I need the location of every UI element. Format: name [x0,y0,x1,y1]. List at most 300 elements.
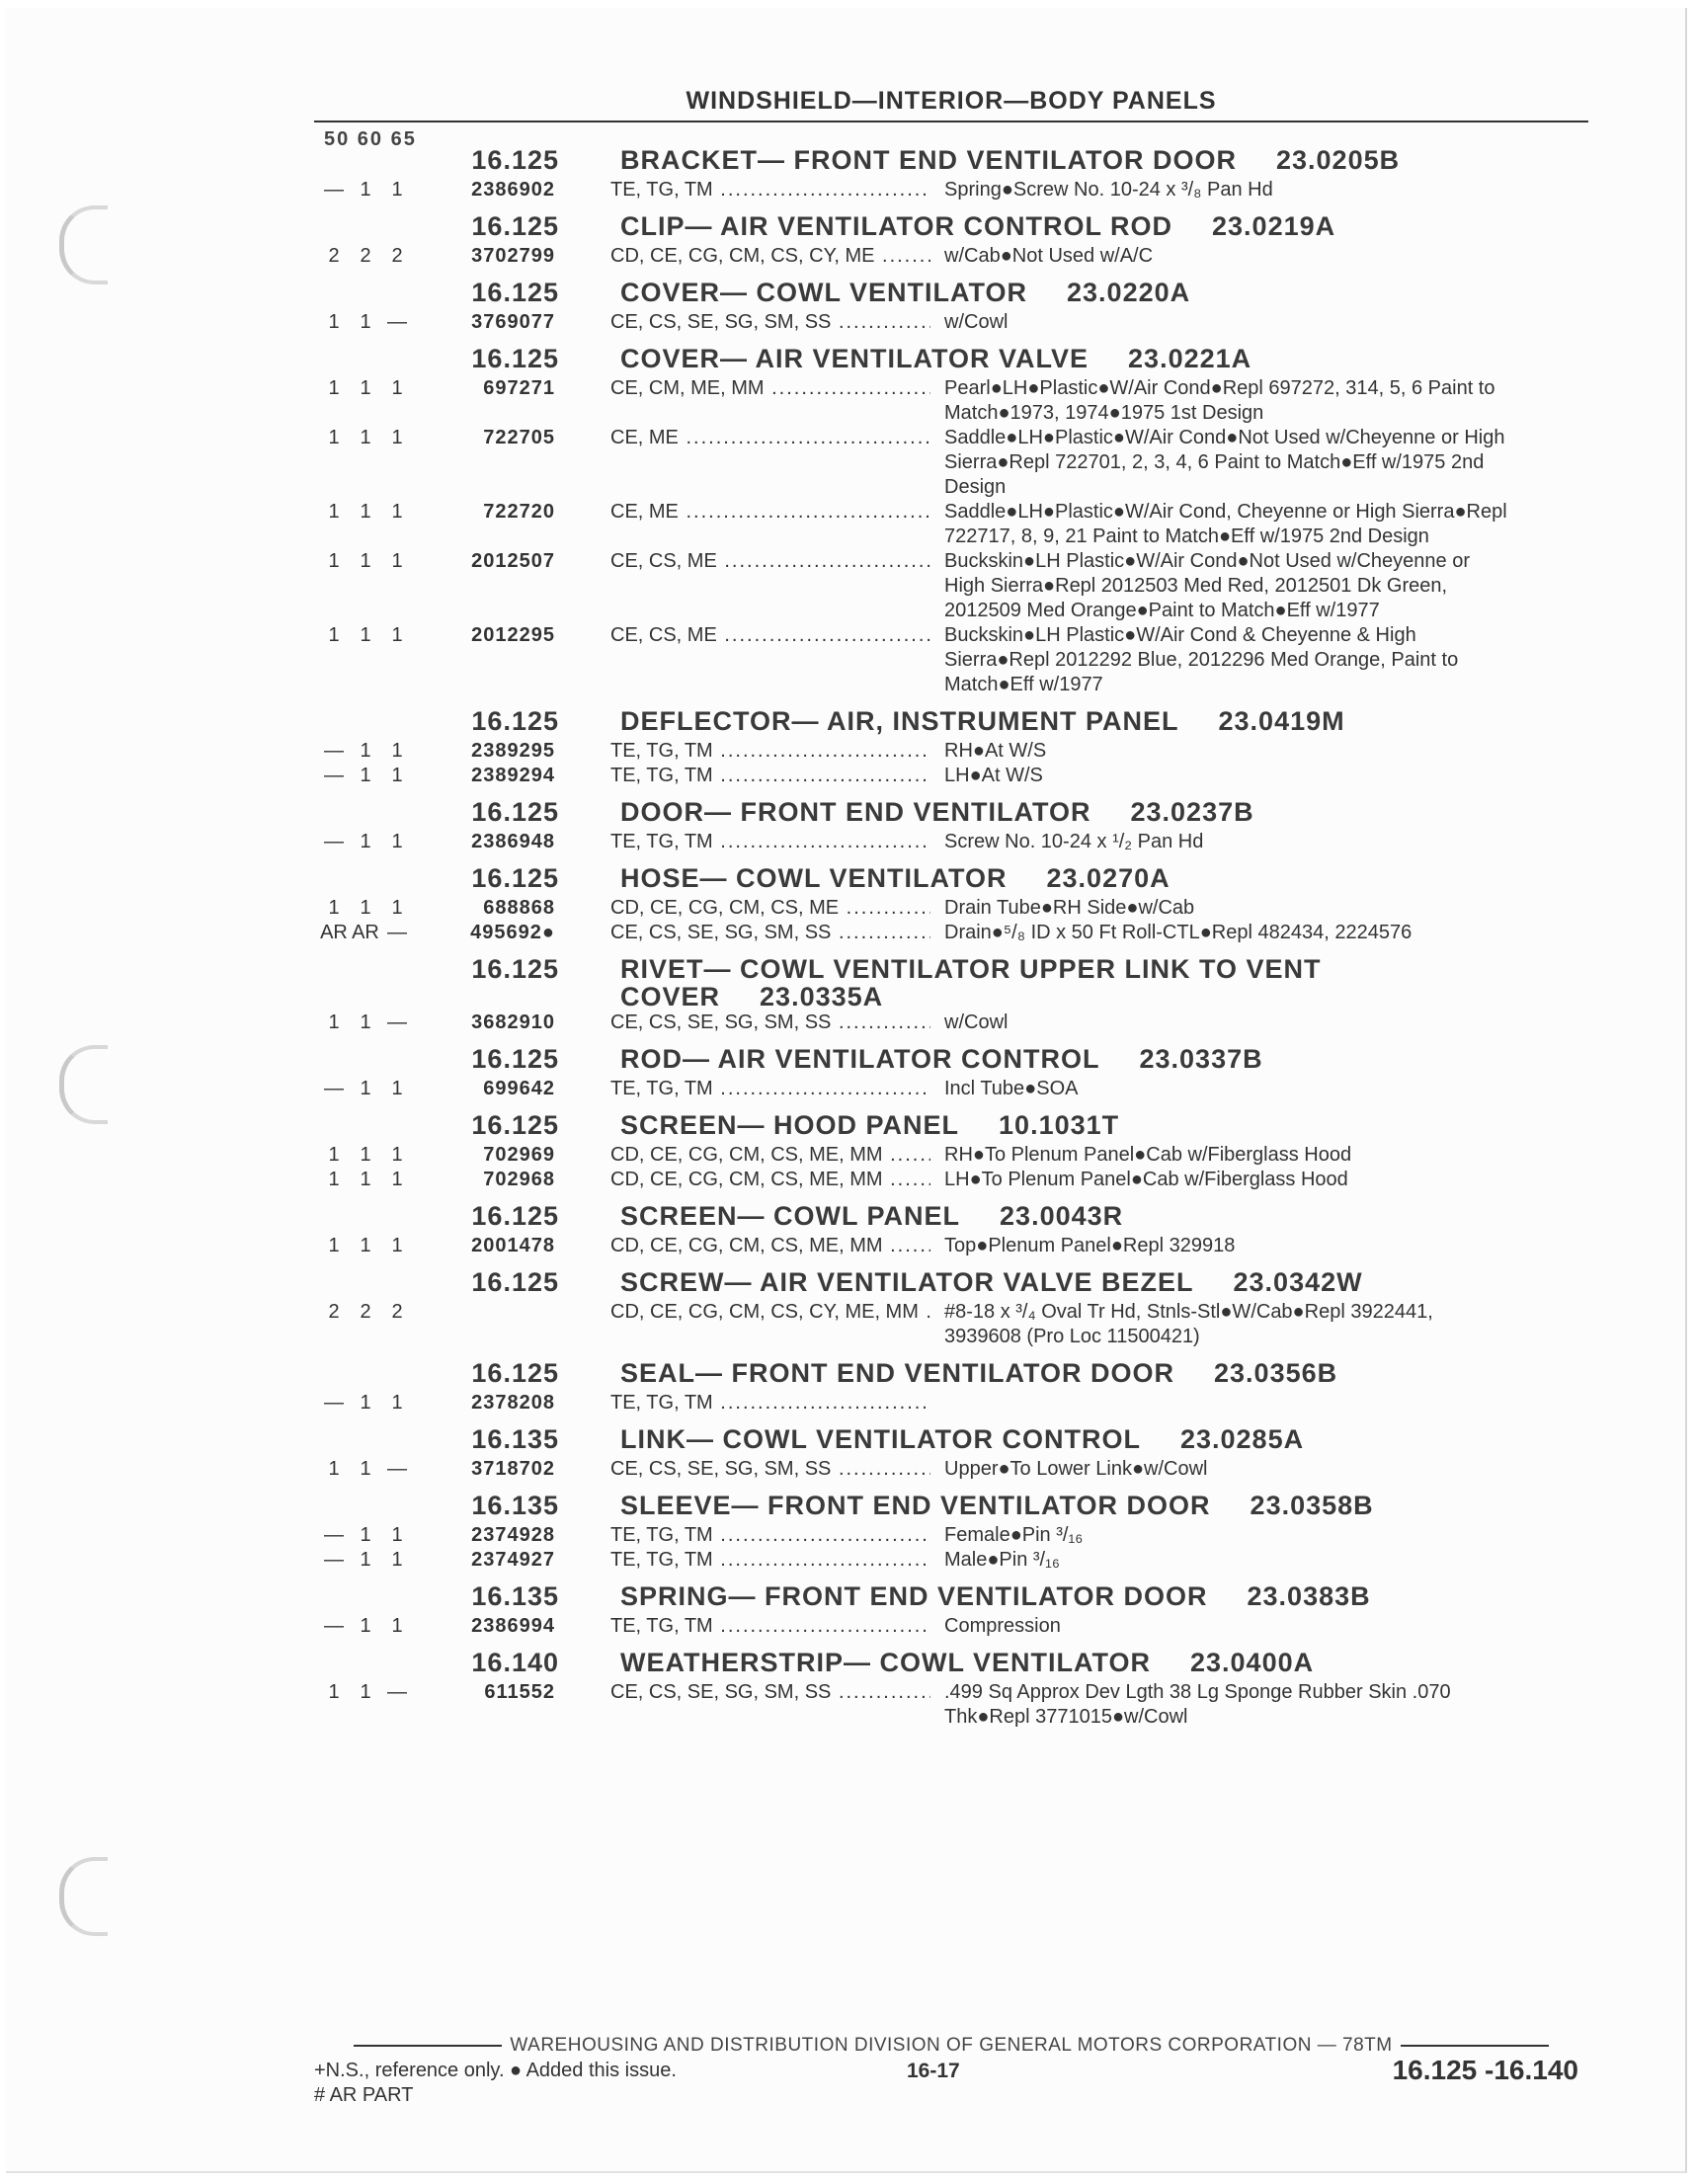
part-row [314,376,1588,426]
part-number: 2012295 [471,624,555,646]
quantity-cell: 1 [360,1549,371,1571]
quantities [314,1011,423,1035]
model-codes: CE, CM, ME, MM ..... [555,376,930,426]
model-codes: TE, TG, TM ..... [555,178,930,202]
quantities [314,426,423,500]
quantity-cell: 1 [391,831,403,852]
group-code: 23.0205B [1276,145,1401,175]
quantities [314,896,423,921]
quantity-cell: 1 [328,1011,340,1033]
part-group [314,1202,1588,1258]
section-number: 16.135 [471,1424,559,1454]
quantity-cell: — [324,1392,344,1414]
quantity-cell: 1 [328,550,340,572]
group-code: 23.0342W [1233,1267,1363,1297]
quantity-cell: — [387,1458,407,1480]
quantities [314,830,423,854]
quantity-cell: 1 [360,1458,371,1480]
group-title [620,345,1588,372]
group-name: RIVET— COWL VENTILATOR UPPER LINK TO VENT COVER [620,954,1322,1011]
group-name: SEAL— FRONT END VENTILATOR DOOR [620,1358,1175,1388]
part-description: Saddle●LH●Plastic●W/Air Cond●Not Used w/Cheyenne or High Sierra●Repl 722701, 2, 3, 4, 6 Paint to Match●Eff w/1975 2nd Design [944,427,1505,498]
quantities [314,1457,423,1482]
group-heading [314,279,1588,310]
group-name: SCREEN— COWL PANEL [620,1201,961,1231]
section-number: 16.125 [471,145,559,175]
group-name: SLEEVE— FRONT END VENTILATOR DOOR [620,1491,1211,1520]
quantity-cell: 1 [360,550,371,572]
group-title [620,1582,1588,1610]
model-codes: TE, TG, TM ..... [555,739,930,764]
quantity-cell: 2 [391,1301,403,1323]
group-code: 23.0220A [1067,278,1191,307]
section-number: 16.125 [471,1358,559,1388]
quantities [314,1234,423,1258]
quantity-cell: 2 [391,245,403,267]
section-number: 16.135 [471,1581,559,1611]
group-heading [314,212,1588,244]
part-group [314,864,1588,945]
group-code: 23.0419M [1218,706,1345,736]
quantity-cell: 1 [360,831,371,852]
quantities [314,1300,423,1349]
part-number: 702968 [483,1169,555,1190]
footer-rule [354,2045,502,2047]
group-code: 23.0221A [1128,344,1252,373]
quantities [314,921,423,945]
part-description: w/Cab●Not Used w/A/C [944,245,1154,267]
part-number: 2386902 [471,179,555,201]
part-description: RH●To Plenum Panel●Cab w/Fiberglass Hood [944,1144,1352,1166]
part-description: Top●Plenum Panel●Repl 329918 [944,1235,1236,1256]
quantities [314,1077,423,1101]
group-code: 23.0337B [1139,1044,1263,1074]
part-row [314,1523,1588,1548]
quantity-cell: 1 [391,1549,403,1571]
part-row [314,1457,1588,1482]
quantity-cell: 1 [328,1144,340,1166]
quantity-cell: 1 [391,1169,403,1190]
part-number: 702969 [483,1144,555,1166]
quantities [314,1523,423,1548]
model-codes: TE, TG, TM ..... [555,1614,930,1639]
model-codes: CD, CE, CG, CM, CS, ME ..... [555,896,930,921]
group-name: ROD— AIR VENTILATOR CONTROL [620,1044,1100,1074]
quantities [314,244,423,269]
section-number: 16.135 [471,1491,559,1520]
part-row [314,764,1588,788]
part-row [314,830,1588,854]
group-heading [314,955,1588,1011]
page-number: 16-17 [907,2060,960,2082]
part-group [314,1268,1588,1349]
quantity-cell: 1 [360,897,371,919]
quantity-cell: — [324,1078,344,1099]
part-group [314,1582,1588,1639]
part-description [930,1391,1513,1416]
quantity-cell: 1 [391,624,403,646]
model-codes: TE, TG, TM ..... [555,1391,930,1416]
part-row [314,1168,1588,1192]
part-row [314,1234,1588,1258]
quantities [314,1548,423,1573]
quantity-cell: 1 [360,1681,371,1703]
model-codes: TE, TG, TM ..... [555,1548,930,1573]
group-name: WEATHERSTRIP— COWL VENTILATOR [620,1648,1151,1677]
quantity-cell: — [324,1524,344,1546]
group-title [620,212,1588,240]
group-code: 23.0356B [1214,1358,1338,1388]
group-title [620,1359,1588,1387]
model-codes: CD, CE, CG, CM, CS, ME, MM ..... [555,1168,930,1192]
part-row [314,178,1588,202]
group-title [620,1649,1588,1676]
quantity-cell: — [387,1011,407,1033]
part-number: 495692● [470,922,555,943]
part-number: 2389295 [471,740,555,762]
page-content [314,0,1588,2184]
part-description: Buckskin●LH Plastic●W/Air Cond●Not Used w/Cheyenne or High Sierra●Repl 2012503 Med Red, 2012501 Dk Green, 2012509 Med Orange●Paint to Match●Eff w/1977 [944,550,1470,621]
group-code: 23.0335A [760,982,884,1011]
quantities [314,1680,423,1730]
group-code: 23.0270A [1046,863,1170,893]
quantity-cell: — [324,831,344,852]
section-number: 16.140 [471,1648,559,1677]
group-heading [314,1359,1588,1391]
part-group [314,798,1588,854]
part-description: Buckskin●LH Plastic●W/Air Cond & Cheyenne & High Sierra●Repl 2012292 Blue, 2012296 Med Orange, Paint to Match●Eff w/1977 [944,624,1459,695]
part-group [314,1492,1588,1573]
part-row [314,1143,1588,1168]
quantity-cell: 1 [391,377,403,399]
quantity-cell: — [387,922,407,943]
quantity-cell: 1 [360,1011,371,1033]
section-number: 16.125 [471,797,559,827]
quantity-cell: 1 [328,501,340,523]
part-row [314,1011,1588,1035]
quantity-cell: 1 [360,1235,371,1256]
section-number: 16.125 [471,278,559,307]
part-number: 699642 [483,1078,555,1099]
part-group [314,1649,1588,1730]
quantities [314,1168,423,1192]
group-name: SPRING— FRONT END VENTILATOR DOOR [620,1581,1208,1611]
section-number: 16.125 [471,1110,559,1140]
quantity-cell: 1 [391,1524,403,1546]
quantity-cell: 1 [360,1615,371,1637]
quantities [314,1143,423,1168]
quantity-cell: 1 [360,740,371,762]
page-title: WINDSHIELD—INTERIOR—BODY PANELS [686,87,1217,115]
quantities [314,500,423,549]
part-group [314,345,1588,697]
part-row [314,244,1588,269]
part-description: #8-18 x ³/₄ Oval Tr Hd, Stnls-Stl●W/Cab●Repl 3922441, 3939608 (Pro Loc 11500421) [944,1301,1433,1347]
part-number: 3702799 [471,245,555,267]
quantity-cell: 1 [328,1235,340,1256]
part-number: 2374927 [471,1549,555,1571]
group-name: COVER— COWL VENTILATOR [620,278,1028,307]
quantity-cell: 1 [328,427,340,448]
part-row [314,1614,1588,1639]
quantity-cell: 1 [391,1615,403,1637]
quantities [314,623,423,697]
group-heading [314,1425,1588,1457]
part-description: Drain●⁵/₈ ID x 50 Ft Roll-CTL●Repl 482434, 2224576 [944,922,1412,943]
model-codes: CE, ME ..... [555,426,930,500]
group-title [620,146,1588,174]
part-description: w/Cowl [944,1011,1009,1033]
quantity-cell: 1 [391,550,403,572]
group-title [620,1045,1588,1073]
section-number: 16.125 [471,1044,559,1074]
group-code: 10.1031T [999,1110,1120,1140]
part-description: Incl Tube●SOA [944,1078,1079,1099]
quantity-cell: 1 [328,1169,340,1190]
group-code: 23.0043R [1000,1201,1124,1231]
model-codes: CE, CS, ME ..... [555,623,930,697]
group-title [620,864,1588,892]
quantity-cell: 1 [360,1392,371,1414]
group-heading [314,707,1588,739]
quantity-cell: — [324,765,344,786]
quantity-cell: 1 [360,377,371,399]
quantity-cell: 1 [360,1524,371,1546]
quantity-cell: 1 [391,740,403,762]
quantity-cell: 1 [391,179,403,201]
quantity-cell: 1 [360,427,371,448]
quantity-cell: 1 [328,311,340,333]
part-row [314,921,1588,945]
quantities [314,739,423,764]
quantities [314,178,423,202]
part-number: 2386948 [471,831,555,852]
part-description: Female●Pin ³/₁₆ [944,1524,1084,1546]
part-number: 2001478 [471,1235,555,1256]
model-codes: CD, CE, CG, CM, CS, ME, MM ..... [555,1143,930,1168]
quantity-cell: 2 [360,245,371,267]
model-codes: CE, CS, SE, SG, SM, SS ..... [555,310,930,335]
part-number: 697271 [483,377,555,399]
model-codes: CE, ME ..... [555,500,930,549]
quantity-cell: 1 [360,1078,371,1099]
part-description: w/Cowl [944,311,1009,333]
section-number: 16.125 [471,211,559,241]
part-number: 2374928 [471,1524,555,1546]
part-number: 3682910 [471,1011,555,1033]
group-heading [314,1268,1588,1300]
group-name: HOSE— COWL VENTILATOR [620,863,1008,893]
group-heading [314,1045,1588,1077]
group-code: 23.0219A [1212,211,1336,241]
model-codes: CD, CE, CG, CM, CS, CY, ME, MM ..... [555,1300,930,1349]
footnote-ar: # AR PART [314,2084,414,2106]
quantity-cell: — [324,1549,344,1571]
group-title [620,798,1588,826]
group-name: BRACKET— FRONT END VENTILATOR DOOR [620,145,1237,175]
quantity-cell: 1 [328,897,340,919]
group-name: SCREW— AIR VENTILATOR VALVE BEZEL [620,1267,1194,1297]
part-number: 2389294 [471,765,555,786]
group-heading [314,146,1588,178]
part-description: Compression [944,1615,1061,1637]
group-title [620,955,1588,1011]
part-group [314,955,1588,1035]
part-description: Screw No. 10-24 x ¹/₂ Pan Hd [944,831,1204,852]
part-description: LH●To Plenum Panel●Cab w/Fiberglass Hood [944,1169,1348,1190]
quantities [314,1391,423,1416]
group-heading [314,1111,1588,1143]
section-range: 16.125 -16.140 [1392,2055,1578,2085]
part-group [314,279,1588,335]
part-number: 3769077 [471,311,555,333]
group-title [620,1202,1588,1230]
quantity-cell: 1 [391,897,403,919]
group-title [620,1268,1588,1296]
section-number: 16.125 [471,863,559,893]
part-group [314,1425,1588,1482]
section-number: 16.125 [471,954,559,984]
quantity-cell: 2 [328,1301,340,1323]
part-number [423,1300,555,1349]
parts-list [314,146,1588,1739]
group-name: LINK— COWL VENTILATOR CONTROL [620,1424,1141,1454]
quantities [314,764,423,788]
section-number: 16.125 [471,1201,559,1231]
section-number: 16.125 [471,706,559,736]
quantity-cell: 2 [328,245,340,267]
part-group [314,146,1588,202]
part-description: Saddle●LH●Plastic●W/Air Cond, Cheyenne or High Sierra●Repl 722717, 8, 9, 21 Paint to Match●Eff w/1975 2nd Design [944,501,1507,547]
part-description: RH●At W/S [944,740,1047,762]
group-heading [314,1202,1588,1234]
part-row [314,623,1588,697]
quantity-cell: 1 [360,179,371,201]
group-heading [314,864,1588,896]
part-row [314,1300,1588,1349]
quantity-cell: — [324,179,344,201]
quantity-cell: 1 [360,624,371,646]
quantities [314,310,423,335]
model-codes: TE, TG, TM ..... [555,1523,930,1548]
part-number: 688868 [483,897,555,919]
quantity-cell: 1 [328,1458,340,1480]
part-number: 722720 [483,501,555,523]
group-code: 23.0285A [1179,1424,1305,1454]
model-codes: CD, CE, CG, CM, CS, ME, MM ..... [555,1234,930,1258]
quantity-cell: 1 [391,1144,403,1166]
part-description: Pearl●LH●Plastic●W/Air Cond●Repl 697272, 314, 5, 6 Paint to Match●1973, 1974●1975 1st Design [944,377,1495,424]
group-name: DOOR— FRONT END VENTILATOR [620,797,1091,827]
quantity-cell: 1 [360,765,371,786]
model-codes: CE, CS, ME ..... [555,549,930,623]
quantity-cell: 1 [391,765,403,786]
quantity-cell: AR [352,922,379,943]
section-number: 16.125 [471,344,559,373]
part-row [314,500,1588,549]
quantity-cell: — [324,740,344,762]
group-heading [314,1649,1588,1680]
quantity-cell: 1 [328,624,340,646]
group-code: 23.0237B [1130,797,1254,827]
part-group [314,1359,1588,1416]
group-heading [314,798,1588,830]
part-group [314,707,1588,788]
part-row [314,1680,1588,1730]
quantity-cell: 1 [328,377,340,399]
model-codes: CE, CS, SE, SG, SM, SS ..... [555,1011,930,1035]
part-description: Upper●To Lower Link●w/Cowl [944,1458,1208,1480]
part-description: .499 Sq Approx Dev Lgth 38 Lg Sponge Rubber Skin .070 Thk●Repl 3771015●w/Cowl [944,1681,1451,1728]
group-name: DEFLECTOR— AIR, INSTRUMENT PANEL [620,706,1179,736]
part-group [314,1111,1588,1192]
part-row [314,1548,1588,1573]
part-row [314,896,1588,921]
part-group [314,1045,1588,1101]
quantities [314,1614,423,1639]
model-codes: TE, TG, TM ..... [555,1077,930,1101]
group-code: 23.0358B [1250,1491,1374,1520]
quantity-cell: 1 [391,1235,403,1256]
quantities [314,549,423,623]
part-row [314,739,1588,764]
quantity-cell: 2 [360,1301,371,1323]
group-name: CLIP— AIR VENTILATOR CONTROL ROD [620,211,1173,241]
part-group [314,212,1588,269]
header-rule [314,121,1588,122]
group-code: 23.0383B [1247,1581,1371,1611]
group-title [620,707,1588,735]
part-row [314,310,1588,335]
group-heading [314,345,1588,376]
quantity-cell: 1 [328,1681,340,1703]
part-row [314,549,1588,623]
part-number: 3718702 [471,1458,555,1480]
part-row [314,1391,1588,1416]
group-heading [314,1582,1588,1614]
quantity-cell: 1 [391,427,403,448]
group-title [620,1425,1588,1453]
part-description: LH●At W/S [944,765,1043,786]
quantity-cell: AR [320,922,348,943]
model-codes: CE, CS, SE, SG, SM, SS ..... [555,1680,930,1730]
part-number: 2378208 [471,1392,555,1414]
quantity-cell: 1 [360,311,371,333]
part-number: 2386994 [471,1615,555,1637]
group-title [620,1492,1588,1519]
part-row [314,1077,1588,1101]
quantity-column-heads: 50 60 65 [324,128,417,150]
group-code: 23.0400A [1190,1648,1315,1677]
group-name: SCREEN— HOOD PANEL [620,1110,960,1140]
group-title [620,279,1588,306]
part-description: Male●Pin ³/₁₆ [944,1549,1060,1571]
part-number: 611552 [484,1681,555,1703]
model-codes: CD, CE, CG, CM, CS, CY, ME ..... [555,244,930,269]
part-description: Spring●Screw No. 10-24 x ³/₈ Pan Hd [944,179,1273,201]
quantity-cell: 1 [360,1169,371,1190]
model-codes: CE, CS, SE, SG, SM, SS ..... [555,921,930,945]
part-description: Drain Tube●RH Side●w/Cab [944,897,1195,919]
quantity-cell: 1 [360,501,371,523]
quantity-cell: 1 [391,1078,403,1099]
part-number: 2012507 [471,550,555,572]
model-codes: CE, CS, SE, SG, SM, SS ..... [555,1457,930,1482]
group-title [620,1111,1588,1139]
quantity-cell: 1 [391,501,403,523]
footer-rule [1401,2045,1549,2047]
footer-division: WAREHOUSING AND DISTRIBUTION DIVISION OF GENERAL MOTORS CORPORATION — 78TM [314,2035,1588,2057]
